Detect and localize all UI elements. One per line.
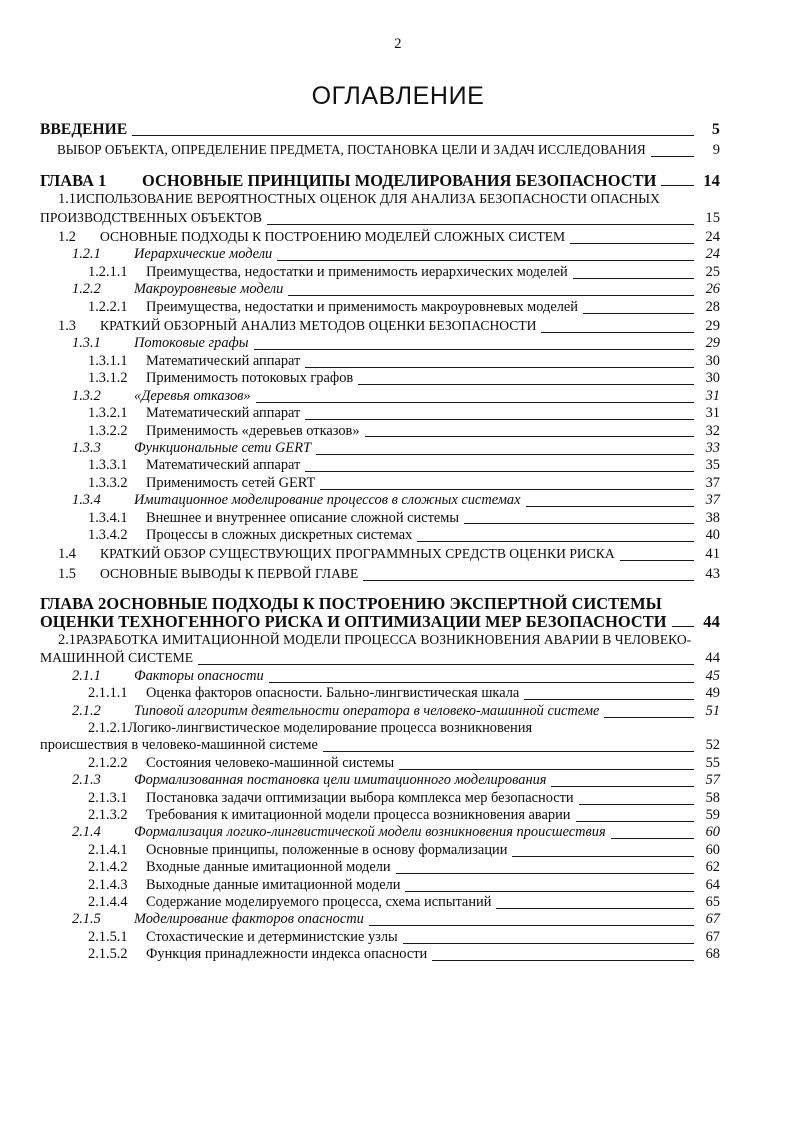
toc-leader-line: [277, 260, 694, 261]
toc-leader-line: [132, 135, 694, 136]
toc-entry-title: Преимущества, недостатки и применимость иерархических моделей: [146, 263, 568, 280]
toc-entry-page-number: 60: [705, 841, 720, 858]
toc-entry-page-number: 60: [705, 824, 720, 841]
toc-leader-line: [363, 580, 694, 581]
toc-entry-number: ГЛАВА 1: [40, 170, 107, 190]
toc-entry[interactable]: [40, 172, 720, 189]
toc-entry-title: Имитационное моделирование процессов в сложных системах: [134, 492, 521, 509]
toc-entry[interactable]: [88, 405, 720, 422]
toc-entry-page-number: 41: [705, 546, 720, 563]
toc-entry-title: ОЦЕНКИ ТЕХНОГЕННОГО РИСКА И ОПТИМИЗАЦИИ МЕР БЕЗОПАСНОСТИ: [40, 611, 667, 631]
toc-leader-line: [604, 717, 694, 718]
toc-entry[interactable]: [40, 595, 720, 630]
toc-entry-title: Применимость сетей GERT: [146, 474, 316, 491]
toc-entry-number: 1.3.3.1: [88, 457, 128, 474]
toc-leader-line: [403, 943, 694, 944]
toc-leader-line: [269, 682, 694, 683]
toc-entry-number: 1.3.2: [72, 387, 101, 404]
toc-entry-number: 1.3: [58, 318, 76, 335]
toc-entry-title: происшествия в человеко-машинной системе: [40, 737, 318, 754]
toc-entry-title: Оценка факторов опасности. Бально-лингвистическая шкала: [146, 685, 520, 702]
toc-entry-number: 1.2.1: [72, 246, 101, 263]
toc-entry-page-number: 35: [705, 457, 720, 474]
toc-leader-line: [305, 367, 694, 368]
toc-leader-line: [320, 489, 694, 490]
toc-entry-page-number: 24: [705, 229, 720, 246]
table-of-contents: [40, 121, 720, 964]
toc-entry-title: ВВЕДЕНИЕ: [40, 121, 128, 138]
toc-entry-title: ВЫБОР ОБЪЕКТА, ОПРЕДЕЛЕНИЕ ПРЕДМЕТА, ПОСТАНОВКА ЦЕЛИ И ЗАДАЧ ИССЛЕДОВАНИЯ: [57, 142, 646, 158]
toc-entry[interactable]: [88, 423, 720, 440]
toc-entry-number: ГЛАВА 2: [40, 594, 107, 614]
toc-leader-line: [417, 541, 694, 542]
toc-entry-number: 2.1.3: [72, 772, 101, 789]
toc-entry[interactable]: [58, 317, 720, 335]
toc-leader-line: [399, 769, 694, 770]
toc-entry[interactable]: [40, 720, 720, 755]
toc-entry-number: 2.1.5.1: [88, 928, 128, 945]
toc-entry-page-number: 58: [705, 789, 720, 806]
toc-entry-number: 2.1.5.2: [88, 946, 128, 963]
toc-entry-page-number: 57: [705, 772, 720, 789]
toc-entry[interactable]: [88, 929, 720, 946]
toc-leader-line: [579, 804, 694, 805]
toc-entry[interactable]: [40, 121, 720, 138]
toc-entry[interactable]: [88, 790, 720, 807]
toc-entry-number: 1.1: [58, 191, 76, 208]
toc-leader-line: [198, 664, 694, 665]
toc-leader-line: [541, 332, 694, 333]
toc-entry-number: 2.1.2.1: [88, 720, 128, 736]
toc-entry-page-number: 37: [705, 474, 720, 491]
toc-entry-title: Иерархические модели: [134, 246, 273, 263]
toc-entry-title: Выходные данные имитационной модели: [146, 876, 401, 893]
toc-entry-number: 1.2.1.1: [88, 263, 128, 280]
toc-entry-title: Потоковые графы: [134, 335, 249, 352]
toc-entry-line: [40, 595, 720, 612]
toc-entry-page-number: 49: [705, 685, 720, 702]
toc-leader-line: [323, 751, 694, 752]
toc-entry-title: ОСНОВНЫЕ ПРИНЦИПЫ МОДЕЛИРОВАНИЯ БЕЗОПАСНОСТИ: [142, 170, 657, 190]
toc-entry-title: ОСНОВНЫЕ ВЫВОДЫ К ПЕРВОЙ ГЛАВЕ: [100, 565, 359, 581]
toc-leader-line: [405, 891, 694, 892]
toc-entry-number: 2.1.2.2: [88, 754, 128, 771]
toc-entry-line: [58, 190, 720, 208]
toc-leader-line: [620, 560, 694, 561]
toc-entry-number: 2.1.4: [72, 824, 101, 841]
toc-entry-title: Функциональные сети GERT: [134, 439, 312, 456]
toc-entry-page-number: 62: [705, 859, 720, 876]
toc-entry-page-number: 30: [705, 352, 720, 369]
toc-entry[interactable]: [72, 335, 720, 352]
page-number-folio: 2: [394, 36, 402, 52]
toc-entry[interactable]: [40, 631, 720, 668]
toc-entry-number: 2.1.5: [72, 911, 101, 928]
toc-entry-page-number: 5: [711, 121, 720, 138]
toc-entry-title: Преимущества, недостатки и применимость макроуровневых моделей: [146, 298, 578, 315]
toc-entry-title: Формализованная постановка цели имитационного моделирования: [134, 772, 547, 789]
toc-entry-title: Внешнее и внутреннее описание сложной системы: [146, 509, 460, 526]
toc-entry-page-number: 9: [712, 142, 720, 159]
toc-entry-number: 1.5: [58, 565, 76, 582]
toc-entry[interactable]: [72, 824, 720, 841]
toc-leader-line: [661, 185, 694, 186]
toc-entry-number: 1.2.2: [72, 281, 101, 298]
toc-entry-number: 2.1.1: [72, 667, 101, 684]
toc-leader-line: [570, 243, 694, 244]
toc-leader-line: [256, 402, 694, 403]
toc-entry[interactable]: [88, 510, 720, 527]
toc-entry[interactable]: [88, 264, 720, 281]
toc-entry-number: 2.1.3.1: [88, 789, 128, 806]
toc-entry-title: Состояния человеко-машинной системы: [146, 754, 395, 771]
toc-entry-title: Макроуровневые модели: [134, 281, 284, 298]
toc-entry[interactable]: [88, 842, 720, 859]
toc-entry-title: ОСНОВНЫЕ ПОДХОДЫ К ПОСТРОЕНИЮ МОДЕЛЕЙ СЛОЖНЫХ СИСТЕМ: [100, 229, 566, 245]
toc-entry[interactable]: [72, 246, 720, 263]
toc-entry-page-number: 29: [705, 318, 720, 335]
toc-entry-page-number: 59: [705, 807, 720, 824]
toc-leader-line: [524, 699, 694, 700]
toc-entry-page-number: 44: [705, 650, 720, 667]
toc-entry-title: Функция принадлежности индекса опасности: [146, 946, 428, 963]
toc-entry-line: [40, 737, 720, 754]
toc-leader-line: [396, 873, 694, 874]
toc-entry-page-number: 44: [703, 611, 720, 631]
toc-entry-title: КРАТКИЙ ОБЗОРНЫЙ АНАЛИЗ МЕТОДОВ ОЦЕНКИ БЕЗОПАСНОСТИ: [100, 318, 537, 334]
toc-entry-page-number: 51: [705, 702, 720, 719]
toc-entry-number: 2.1.1.1: [88, 685, 128, 702]
toc-entry[interactable]: [88, 807, 720, 824]
toc-entry-number: 1.3.2.1: [88, 405, 128, 422]
toc-entry-page-number: 37: [705, 492, 720, 509]
toc-leader-line: [267, 224, 694, 225]
toc-entry[interactable]: [88, 457, 720, 474]
toc-entry[interactable]: [88, 685, 720, 702]
toc-entry-page-number: 31: [705, 405, 720, 422]
toc-entry-number: 1.3.3: [72, 439, 101, 456]
toc-entry[interactable]: [88, 370, 720, 387]
toc-entry-number: 1.3.4.1: [88, 509, 128, 526]
toc-entry-page-number: 26: [705, 281, 720, 298]
toc-entry-title: Постановка задачи оптимизации выбора комплекса мер безопасности: [146, 789, 574, 806]
toc-entry-number: 1.3.2.2: [88, 422, 128, 439]
toc-entry-page-number: 67: [705, 911, 720, 928]
toc-entry-page-number: 29: [705, 335, 720, 352]
toc-leader-line: [611, 838, 694, 839]
toc-entry-title: Требования к имитационной модели процесса возникновения аварии: [146, 807, 571, 824]
toc-entry-number: 1.4: [58, 546, 76, 563]
toc-entry-page-number: 24: [705, 246, 720, 263]
toc-entry-line: [40, 649, 720, 667]
toc-entry-page-number: 65: [705, 894, 720, 911]
toc-entry-page-number: 28: [705, 298, 720, 315]
toc-entry-number: 2.1.4.1: [88, 841, 128, 858]
toc-leader-line: [288, 295, 694, 296]
toc-entry-line: [40, 209, 720, 227]
toc-entry-page-number: 30: [705, 370, 720, 387]
toc-entry-title: Математический аппарат: [146, 405, 301, 422]
toc-entry-page-number: 40: [705, 526, 720, 543]
toc-leader-line: [512, 856, 694, 857]
toc-leader-line: [576, 821, 694, 822]
toc-entry[interactable]: [88, 299, 720, 316]
toc-leader-line: [305, 419, 694, 420]
toc-entry-number: 1.3.1.2: [88, 370, 128, 387]
toc-entry-title: «Деревья отказов»: [134, 387, 251, 404]
toc-entry[interactable]: [72, 911, 720, 928]
toc-entry[interactable]: [88, 877, 720, 894]
toc-entry-page-number: 45: [705, 667, 720, 684]
toc-entry-number: 1.3.4.2: [88, 526, 128, 543]
toc-entry-number: 2.1.4.2: [88, 859, 128, 876]
toc-entry-title: Логико-лингвистическое моделирование процесса возникновения: [127, 720, 533, 736]
toc-entry-title: ПРОИЗВОДСТВЕННЫХ ОБЪЕКТОВ: [40, 209, 262, 225]
toc-leader-line: [583, 313, 694, 314]
toc-entry-page-number: 14: [703, 170, 720, 190]
toc-entry-number: 1.3.3.2: [88, 474, 128, 491]
toc-leader-line: [369, 925, 694, 926]
toc-entry[interactable]: [88, 946, 720, 963]
toc-entry-page-number: 33: [705, 439, 720, 456]
toc-entry-title: Содержание моделируемого процесса, схема испытаний: [146, 894, 492, 911]
toc-entry-page-number: 64: [705, 876, 720, 893]
toc-entry[interactable]: [58, 228, 720, 246]
toc-entry[interactable]: [72, 668, 720, 685]
toc-entry[interactable]: [88, 475, 720, 492]
toc-entry-page-number: 25: [705, 263, 720, 280]
toc-entry-title: Применимость потоковых графов: [146, 370, 354, 387]
toc-entry[interactable]: [57, 141, 720, 159]
toc-leader-line: [358, 384, 694, 385]
toc-entry-page-number: 32: [705, 422, 720, 439]
toc-entry-page-number: 55: [705, 754, 720, 771]
toc-entry-title: Применимость «деревьев отказов»: [146, 422, 360, 439]
toc-entry-number: 1.3.4: [72, 492, 101, 509]
toc-spacer: [40, 583, 720, 591]
toc-entry-number: 2.1.4.3: [88, 876, 128, 893]
toc-entry-number: 2.1.2: [72, 702, 101, 719]
toc-leader-line: [551, 786, 694, 787]
toc-entry-number: 2.1: [58, 631, 76, 648]
toc-entry-page-number: 67: [705, 928, 720, 945]
toc-entry-page-number: 43: [705, 565, 720, 582]
toc-entry[interactable]: [58, 545, 720, 563]
toc-entry-page-number: 52: [705, 737, 720, 754]
toc-entry-page-number: 38: [705, 509, 720, 526]
toc-entry-number: 2.1.4.4: [88, 894, 128, 911]
toc-leader-line: [432, 960, 694, 961]
toc-entry[interactable]: [72, 703, 720, 720]
toc-leader-line: [496, 908, 694, 909]
toc-entry[interactable]: [88, 894, 720, 911]
toc-entry-title: Моделирование факторов опасности: [134, 911, 364, 928]
toc-leader-line: [254, 349, 695, 350]
toc-entry[interactable]: [72, 440, 720, 457]
toc-entry-title: Основные принципы, положенные в основу формализации: [146, 841, 508, 858]
toc-entry-title: МАШИННОЙ СИСТЕМЕ: [40, 650, 194, 666]
toc-entry[interactable]: [72, 281, 720, 298]
toc-entry-title: ИСПОЛЬЗОВАНИЕ ВЕРОЯТНОСТНЫХ ОЦЕНОК ДЛЯ АНАЛИЗА БЕЗОПАСНОСТИ ОПАСНЫХ: [76, 191, 660, 207]
toc-entry-line: [40, 613, 720, 630]
toc-entry-line: [88, 720, 720, 737]
toc-entry-title: Формализация логико-лингвистической модели возникновения происшествия: [134, 824, 606, 841]
toc-leader-line: [305, 471, 694, 472]
toc-leader-line: [573, 278, 694, 279]
toc-entry[interactable]: [72, 772, 720, 789]
toc-leader-line: [526, 506, 694, 507]
toc-entry-title: Входные данные имитационной модели: [146, 859, 391, 876]
toc-entry[interactable]: [88, 353, 720, 370]
toc-entry-page-number: 31: [705, 387, 720, 404]
toc-entry-number: 1.2: [58, 229, 76, 246]
toc-entry[interactable]: [72, 492, 720, 509]
toc-entry-line: [58, 631, 720, 649]
toc-spacer: [40, 160, 720, 168]
toc-entry-number: 2.1.3.2: [88, 807, 128, 824]
toc-entry-page-number: 68: [705, 946, 720, 963]
toc-entry[interactable]: [88, 859, 720, 876]
toc-entry-title: КРАТКИЙ ОБЗОР СУЩЕСТВУЮЩИХ ПРОГРАММНЫХ СРЕДСТВ ОЦЕНКИ РИСКА: [100, 546, 615, 562]
toc-entry-title: ОСНОВНЫЕ ПОДХОДЫ К ПОСТРОЕНИЮ ЭКСПЕРТНОЙ СИСТЕМЫ: [106, 594, 662, 614]
toc-leader-line: [365, 436, 694, 437]
toc-entry[interactable]: [58, 565, 720, 583]
toc-entry-title: Процессы в сложных дискретных системах: [146, 526, 413, 543]
page-title: ОГЛАВЛЕНИЕ: [311, 82, 485, 110]
toc-entry-title: Математический аппарат: [146, 457, 301, 474]
toc-leader-line: [316, 454, 694, 455]
toc-entry-number: 1.2.2.1: [88, 298, 128, 315]
toc-entry[interactable]: [72, 388, 720, 405]
toc-entry[interactable]: [88, 755, 720, 772]
toc-entry-title: Типовой алгоритм деятельности оператора в человеко-машинной системе: [134, 702, 600, 719]
toc-entry-title: РАЗРАБОТКА ИМИТАЦИОННОЙ МОДЕЛИ ПРОЦЕССА ВОЗНИКНОВЕНИЯ АВАРИИ В ЧЕЛОВЕКО-: [76, 631, 692, 647]
toc-entry-title: Факторы опасности: [134, 667, 264, 684]
toc-entry[interactable]: [40, 190, 720, 227]
toc-entry[interactable]: [88, 527, 720, 544]
toc-entry-title: Математический аппарат: [146, 352, 301, 369]
toc-entry-number: 1.3.1.1: [88, 352, 128, 369]
toc-entry-number: 1.3.1: [72, 335, 101, 352]
toc-leader-line: [651, 156, 694, 157]
toc-entry-page-number: 15: [705, 209, 720, 226]
toc-leader-line: [672, 626, 694, 627]
toc-leader-line: [464, 523, 694, 524]
toc-entry-title: Стохастические и детерминистские узлы: [146, 928, 398, 945]
